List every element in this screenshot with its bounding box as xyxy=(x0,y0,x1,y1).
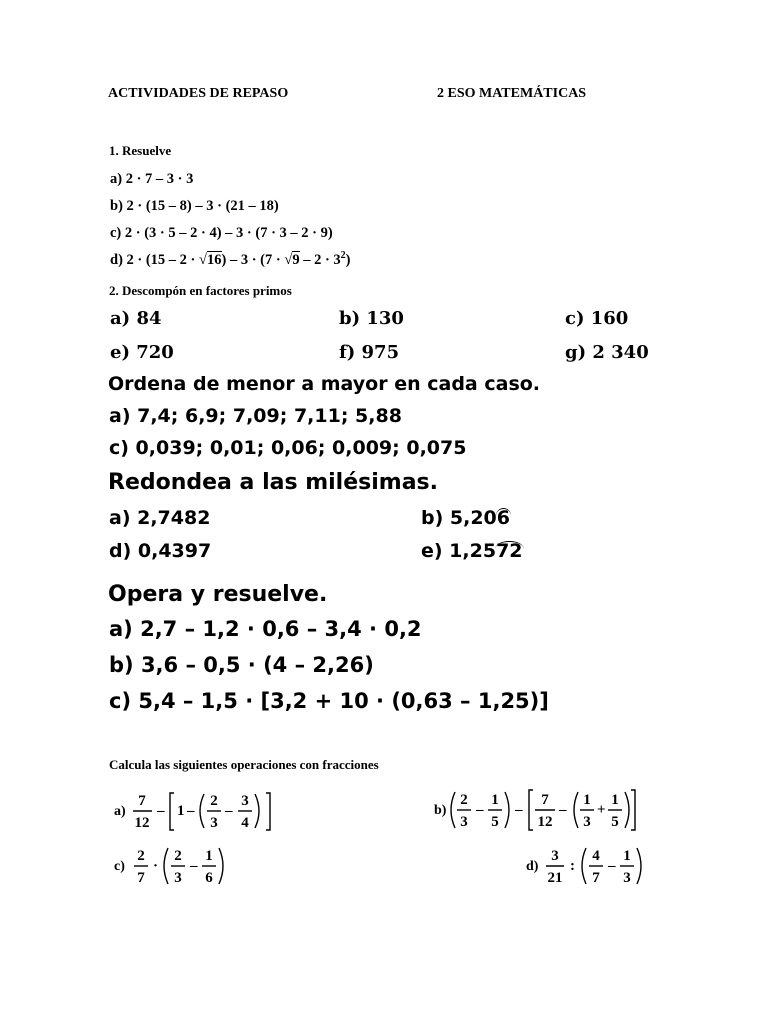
exercise-1d: d) $2 \cdot (15 - 2 \cdot √16) - 3 \cdot (7 \cdot √9 - 2 \cdot 3^2)$ xyxy=(110,250,351,268)
fraction-d-label: d) xyxy=(526,859,539,874)
fraction-denominator: 6 xyxy=(205,870,213,886)
fraction-denominator: 12 xyxy=(537,814,553,830)
fraction-denominator: 7 xyxy=(137,870,145,886)
fraction-denominator: 3 xyxy=(583,814,591,830)
fraction-numerator: 2 xyxy=(137,848,145,864)
factor-item-c: c) 160 xyxy=(565,308,629,329)
svg-text::: : xyxy=(570,858,575,874)
periodic-arc: 6 xyxy=(496,507,511,529)
opera-a: a) 2,7 – 1,2 · 0,6 – 3,4 · 0,2 xyxy=(109,617,422,641)
fraction-denominator: 3 xyxy=(460,814,468,830)
svg-text:–: – xyxy=(608,858,616,874)
redondea-title: Redondea a las milésimas. xyxy=(108,470,438,495)
fraction-denominator: 5 xyxy=(611,814,619,830)
fracciones-title: Calcula las siguientes operaciones con fracciones xyxy=(109,757,379,772)
exercise-1a: a) 2 · 7 – 3 · 3 xyxy=(110,171,194,187)
svg-text:–: – xyxy=(157,803,165,819)
fraction-numerator: 7 xyxy=(541,792,549,808)
redondea-d: d) 0,4397 xyxy=(109,540,212,562)
fraction-numerator: 1 xyxy=(611,792,619,808)
fraction-denominator: 3 xyxy=(210,815,218,831)
fraction-numerator: 2 xyxy=(174,848,182,864)
fraction-numerator: 3 xyxy=(551,848,559,864)
fraction-expression-a xyxy=(112,788,282,834)
section2-title: 2. Descompón en factores primos xyxy=(109,283,292,298)
factor-item-g: g) 2 340 xyxy=(565,342,649,363)
header-left: ACTIVIDADES DE REPASO xyxy=(108,86,289,101)
redondea-a: a) 2,7482 xyxy=(109,507,211,529)
fraction-denominator: 5 xyxy=(491,814,499,830)
ordena-c: c) 0,039; 0,01; 0,06; 0,009; 0,075 xyxy=(109,437,467,459)
fraction-numerator: 1 xyxy=(205,848,213,864)
factor-item-a: a) 84 xyxy=(110,308,162,329)
fraction-denominator: 21 xyxy=(547,870,563,886)
fraction-denominator: 12 xyxy=(134,815,150,831)
fraction-denominator: 7 xyxy=(592,870,600,886)
svg-text:+: + xyxy=(597,802,606,818)
svg-text:–: – xyxy=(515,802,523,818)
redondea-e: e) 1,2572 xyxy=(421,540,523,562)
fraction-numerator: 4 xyxy=(592,848,600,864)
factor-item-e: e) 720 xyxy=(110,342,174,363)
ordena-a: a) 7,4; 6,9; 7,09; 7,11; 5,88 xyxy=(109,405,402,427)
exercise-1b: b) 2 · (15 – 8) – 3 · (21 – 18) xyxy=(110,198,279,214)
redondea-b: b) 5,206 xyxy=(421,507,511,529)
svg-text:–: – xyxy=(187,803,195,819)
fraction-c-label: c) xyxy=(114,859,125,874)
ordena-title: Ordena de menor a mayor en cada caso. xyxy=(108,373,541,395)
fraction-denominator: 4 xyxy=(241,815,249,831)
header-right: 2 ESO MATEMÁTICAS xyxy=(437,86,587,101)
fraction-numerator: 1 xyxy=(583,792,591,808)
fraction-expression-d xyxy=(524,842,654,890)
svg-text:–: – xyxy=(559,802,567,818)
opera-b: b) 3,6 – 0,5 · (4 – 2,26) xyxy=(109,653,374,677)
fraction-numerator: 1 xyxy=(623,848,631,864)
factor-item-b: b) 130 xyxy=(339,308,404,329)
fraction-numerator: 1 xyxy=(491,792,499,808)
fraction-a-label: a) xyxy=(114,804,126,819)
fraction-numerator: 7 xyxy=(138,793,146,809)
fraction-numerator: 3 xyxy=(241,793,249,809)
fraction-expression-b xyxy=(432,786,642,834)
svg-text:–: – xyxy=(225,803,233,819)
fraction-denominator: 3 xyxy=(623,870,631,886)
opera-title: Opera y resuelve. xyxy=(108,582,328,607)
exercise-1c: c) 2 · (3 · 5 – 2 · 4) – 3 · (7 · 3 – 2 · 9) xyxy=(110,225,333,241)
svg-text:·: · xyxy=(153,858,159,874)
section1-title: 1. Resuelve xyxy=(109,143,172,158)
fraction-expression-c xyxy=(112,842,232,890)
periodic-arc: 72 xyxy=(496,540,523,562)
fraction-denominator: 3 xyxy=(174,870,182,886)
fraction-numerator: 2 xyxy=(460,792,468,808)
fraction-numerator: 2 xyxy=(210,793,218,809)
factor-item-f: f) 975 xyxy=(339,342,400,363)
sqrt-symbol: √ xyxy=(199,251,207,268)
svg-text:–: – xyxy=(476,802,484,818)
sqrt-symbol: √ xyxy=(284,251,293,268)
one-number: 1 xyxy=(177,803,185,819)
svg-text:–: – xyxy=(190,858,198,874)
fraction-b-label: b) xyxy=(434,803,447,818)
opera-c: c) 5,4 – 1,5 · [3,2 + 10 · (0,63 – 1,25)] xyxy=(109,689,549,713)
